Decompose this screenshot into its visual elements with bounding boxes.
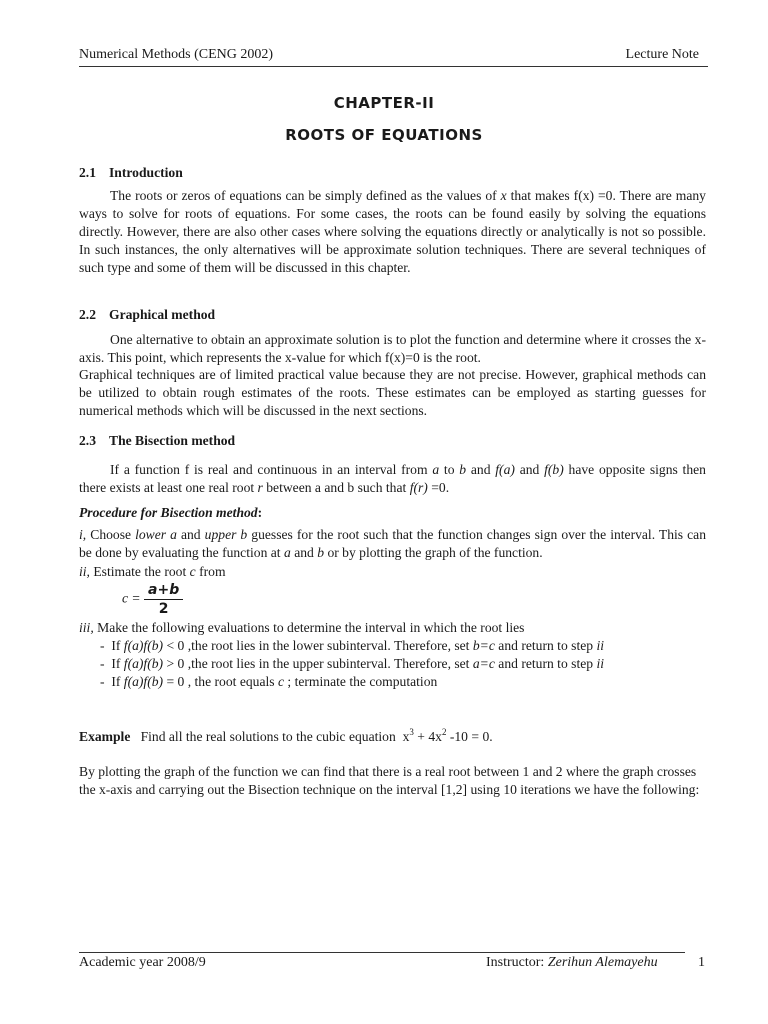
example-paragraph: By plotting the graph of the function we can find that there is a real root between 1 and 2 where the graph crosses the x-axis and carrying out the Bisection technique on the interval [1,2] using 10 iterations we have the following:	[79, 764, 700, 797]
footer-year: Academic year 2008/9	[79, 955, 206, 970]
formula-numerator: a+b	[144, 582, 183, 600]
footer-instructor: Instructor: Zerihun Alemayehu	[486, 955, 658, 970]
list-item: - If f(a)f(b) > 0 ,the root lies in the upper subinterval. Therefore, set a=c and return to step ii	[100, 656, 605, 671]
section-heading-2-2: 2.2 Graphical method	[79, 307, 216, 322]
chapter-title: ROOTS OF EQUATIONS	[285, 126, 483, 144]
footer-rule	[79, 952, 685, 953]
procedure-title: Procedure for Bisection method:	[79, 505, 263, 520]
list-item: - If f(a)f(b) = 0 , the root equals c ; terminate the computation	[100, 674, 438, 689]
bisection-paragraph: If a function f is real and continuous in an interval from a to b and f(a) and f(b) have opposite signs then there exists at least one real root r between a and b such that f(r) =0.	[79, 462, 706, 495]
list-item: - If f(a)f(b) < 0 ,the root lies in the lower subinterval. Therefore, set b=c and return to step ii	[100, 638, 605, 653]
section-heading-2-3: 2.3 The Bisection method	[79, 433, 236, 448]
formula-lhs: c =	[122, 590, 141, 606]
section-heading-2-1: 2.1 Introduction	[79, 165, 183, 180]
step-2: ii, Estimate the root c from	[79, 564, 226, 579]
page-number: 1	[698, 955, 705, 970]
intro-paragraph: The roots or zeros of equations can be simply defined as the values of x that makes f(x) =0. There are many ways to solve for roots of equations. For some cases, the roots can be found easily by solving the equations directly. However, there are also other cases where solving the equations directly or analytically is not so possible. In such instances, the only alternatives will be approximate solution techniques. There are several techniques of such type and some of them will be discussed in this chapter.	[79, 188, 706, 275]
step-3: iii, Make the following evaluations to determine the interval in which the root lies	[79, 620, 525, 635]
formula-denominator: 2	[158, 601, 169, 617]
header-course: Numerical Methods (CENG 2002)	[79, 47, 274, 62]
chapter-label: CHAPTER-II	[333, 94, 435, 112]
graphical-paragraph-2: Graphical techniques are of limited practical value because they are not precise. However, graphical methods can be utilized to obtain rough estimates of the roots. These estimates can be employed as starting guesses for numerical methods which will be discussed in the next sections.	[79, 367, 706, 418]
example-line: Example Find all the real solutions to the cubic equation $x^3 + 4x^2$ -10 = 0.	[79, 727, 493, 744]
graphical-paragraph-1: One alternative to obtain an approximate solution is to plot the function and determine where it crosses the x-axis. This point, which represents the x-value for which f(x)=0 is the root.	[79, 332, 706, 365]
example-label: Example	[79, 729, 131, 744]
formula-fraction	[144, 582, 183, 617]
midpoint-formula	[122, 582, 183, 617]
step-1: i, Choose lower a and upper b guesses for the root such that the function changes sign over the interval. This can be done by evaluating the function at a and b or by plotting the graph of the function.	[79, 527, 706, 560]
cubic-equation: $x^3 + 4x^2$ -10 = 0.	[402, 727, 493, 744]
header-doc-type: Lecture Note	[625, 47, 699, 62]
header-rule	[79, 66, 708, 67]
